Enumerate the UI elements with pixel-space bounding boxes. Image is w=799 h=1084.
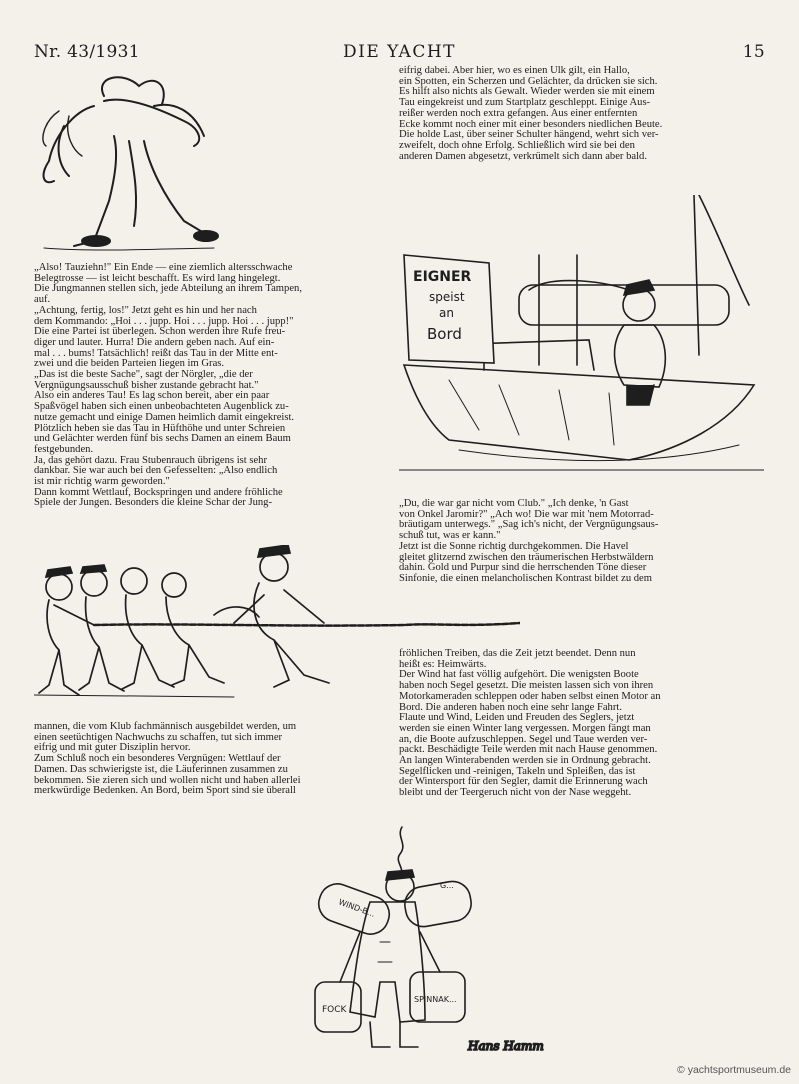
illustration-sail-bags xyxy=(300,822,560,1062)
illustration-boat-sign xyxy=(399,195,764,485)
sign-line-eigner: EIGNER xyxy=(413,269,472,285)
page-number: 15 xyxy=(742,42,765,62)
text-right-middle: „Du, die war gar nicht vom Club." „Ich denke, 'n Gast von Onkel Jaromir?" „Ach wo! Die war mit 'nem Motorrad- bräutigam unterwegs." „Sag ich's nicht, der Vergnügungsaus- schuß tut, was er kann." Jetzt ist die Sonne richtig durchgekommen. Die Havel gleitet glitzernd zwischen den träumerischen Herbstwäldern dahin. Gold und Purpur sind die herrschenden Töne dieser Sinfonie, die einen melancholischen Kontrast bildet zu dem xyxy=(399,498,659,584)
sign-line-an: an xyxy=(439,306,454,320)
bag-label-wind: WIND-B... xyxy=(337,897,377,919)
magazine-title: DIE YACHT xyxy=(342,42,456,62)
text-left-lower: mannen, die vom Klub fachmännisch ausgebildet werden, um einen seetüchtigen Nachwuchs zu schaffen, tut sich immer eifrig und mit guter Disziplin hervor. Zum Schluß noch ein besonderes Vergnügen: Wettlauf der Damen. Das schwierigste ist, die Läuferinnen zusammen zu bekommen. Sie zieren sich und wollen nicht und haben allerlei merkwürdige Bedenken. An Bord, beim Sport sind sie überall xyxy=(34,721,301,797)
bag-label-fock: FOCK xyxy=(322,1005,347,1015)
sign-line-bord: Bord xyxy=(427,325,462,343)
issue-number: Nr. 43/1931 xyxy=(34,42,140,62)
bag-label-top: G... xyxy=(440,881,454,890)
illustration-carrying-woman xyxy=(34,66,220,256)
sign-line-speist: speist xyxy=(429,290,465,304)
artist-signature: Hans Hamm xyxy=(468,1039,544,1053)
illustration-tug-of-war xyxy=(34,545,520,705)
text-right-lower: fröhlichen Treiben, das die Zeit jetzt beendet. Denn nun heißt es: Heimwärts. Der Wind hat fast völlig aufgehört. Die wenigsten Boote haben noch Segel gesetzt. Die meisten lassen sich von ihren Motorkameraden schleppen oder haben selbst einen Motor an Bord. Die anderen haben noch eine sehr lange Fahrt. Flaute und Wind, Leiden und Freuden des Seglers, jetzt werden sie einen Winter lang vergessen. Morgen fängt man an, die Boote aufzuschleppen. Segel und Taue werden ver- packt. Beschädigte Teile werden mit nach Hause genommen. An langen Winterabenden werden sie in Ordnung gebracht. Segelflicken und -reinigen, Takeln und Spleißen, das ist der Wintersport für den Segler, damit die Erinnerung wach bleibt und der Teergeruch nicht von der Nase weggeht. xyxy=(399,648,661,799)
watermark: © yachtsportmuseum.de xyxy=(677,1064,791,1076)
text-left-middle: „Also! Tauziehn!" Ein Ende — eine ziemlich altersschwache Belegtrosse — ist leicht beschafft. Es wird lang hingelegt. Die Jungmannen stellen sich, jede Abteilung an ihrem Tampen, auf. „Achtung, fertig, los!" Jetzt geht es hin und her nach dem Kommando: „Hoi . . . jupp. Hoi . . . jupp. Hoi . . . jupp!" Die eine Partei ist überlegen. Schon werden ihre Rufe freu- diger und lauter. Hurra! Die andern geben nach. Auf ein- mal . . . bums! Tatsächlich! reißt das Tau in der Mitte ent- zwei und die beiden Parteien liegen im Gras. „Das ist die beste Sache", sagt der Nörgler, „die der Vergnügungsausschuß bisher zustande gebracht hat." Also ein anderes Tau! Es lag schon bereit, aber ein paar Spaßvögel haben sich einen unbeobachteten Augenblick zu- nutze gemacht und einige Damen heimlich damit eingekreist. Plötzlich heben sie das Tau in Hüfthöhe und unter Schreien und Gelächter werden fünf bis sechs Damen an einem Baum festgebunden. Ja, das gehört dazu. Frau Stubenrauch übrigens ist sehr dankbar. Sie war auch bei den Gefesselten: „Also endlich ist mir richtig warm geworden." Dann kommt Wettlauf, Bockspringen und andere fröhliche Spiele der Jungen. Besonders die kleine Schar der Jung- xyxy=(34,262,302,509)
text-right-top: eifrig dabei. Aber hier, wo es einen Ulk gilt, ein Hallo, ein Spotten, ein Scherzen und Gelächter, da drücken sie sich. Es hilft also nichts als Gewalt. Wieder werden sie mit einem Tau eingekreist und zum Startplatz geschleppt. Einige Aus- reißer werden noch extra gefangen. Aus einer entfernten Ecke kommt noch einer mit einer besonders niedlichen Beute. Die holde Last, über seiner Schulter hängend, wehrt sich ver- zweifelt, doch ohne Erfolg. Schließlich wird sie bei den anderen Damen abgesetzt, verkrümelt sich dann aber bald. xyxy=(399,65,663,162)
bag-label-spinnaker: SPINNAK... xyxy=(414,995,457,1004)
